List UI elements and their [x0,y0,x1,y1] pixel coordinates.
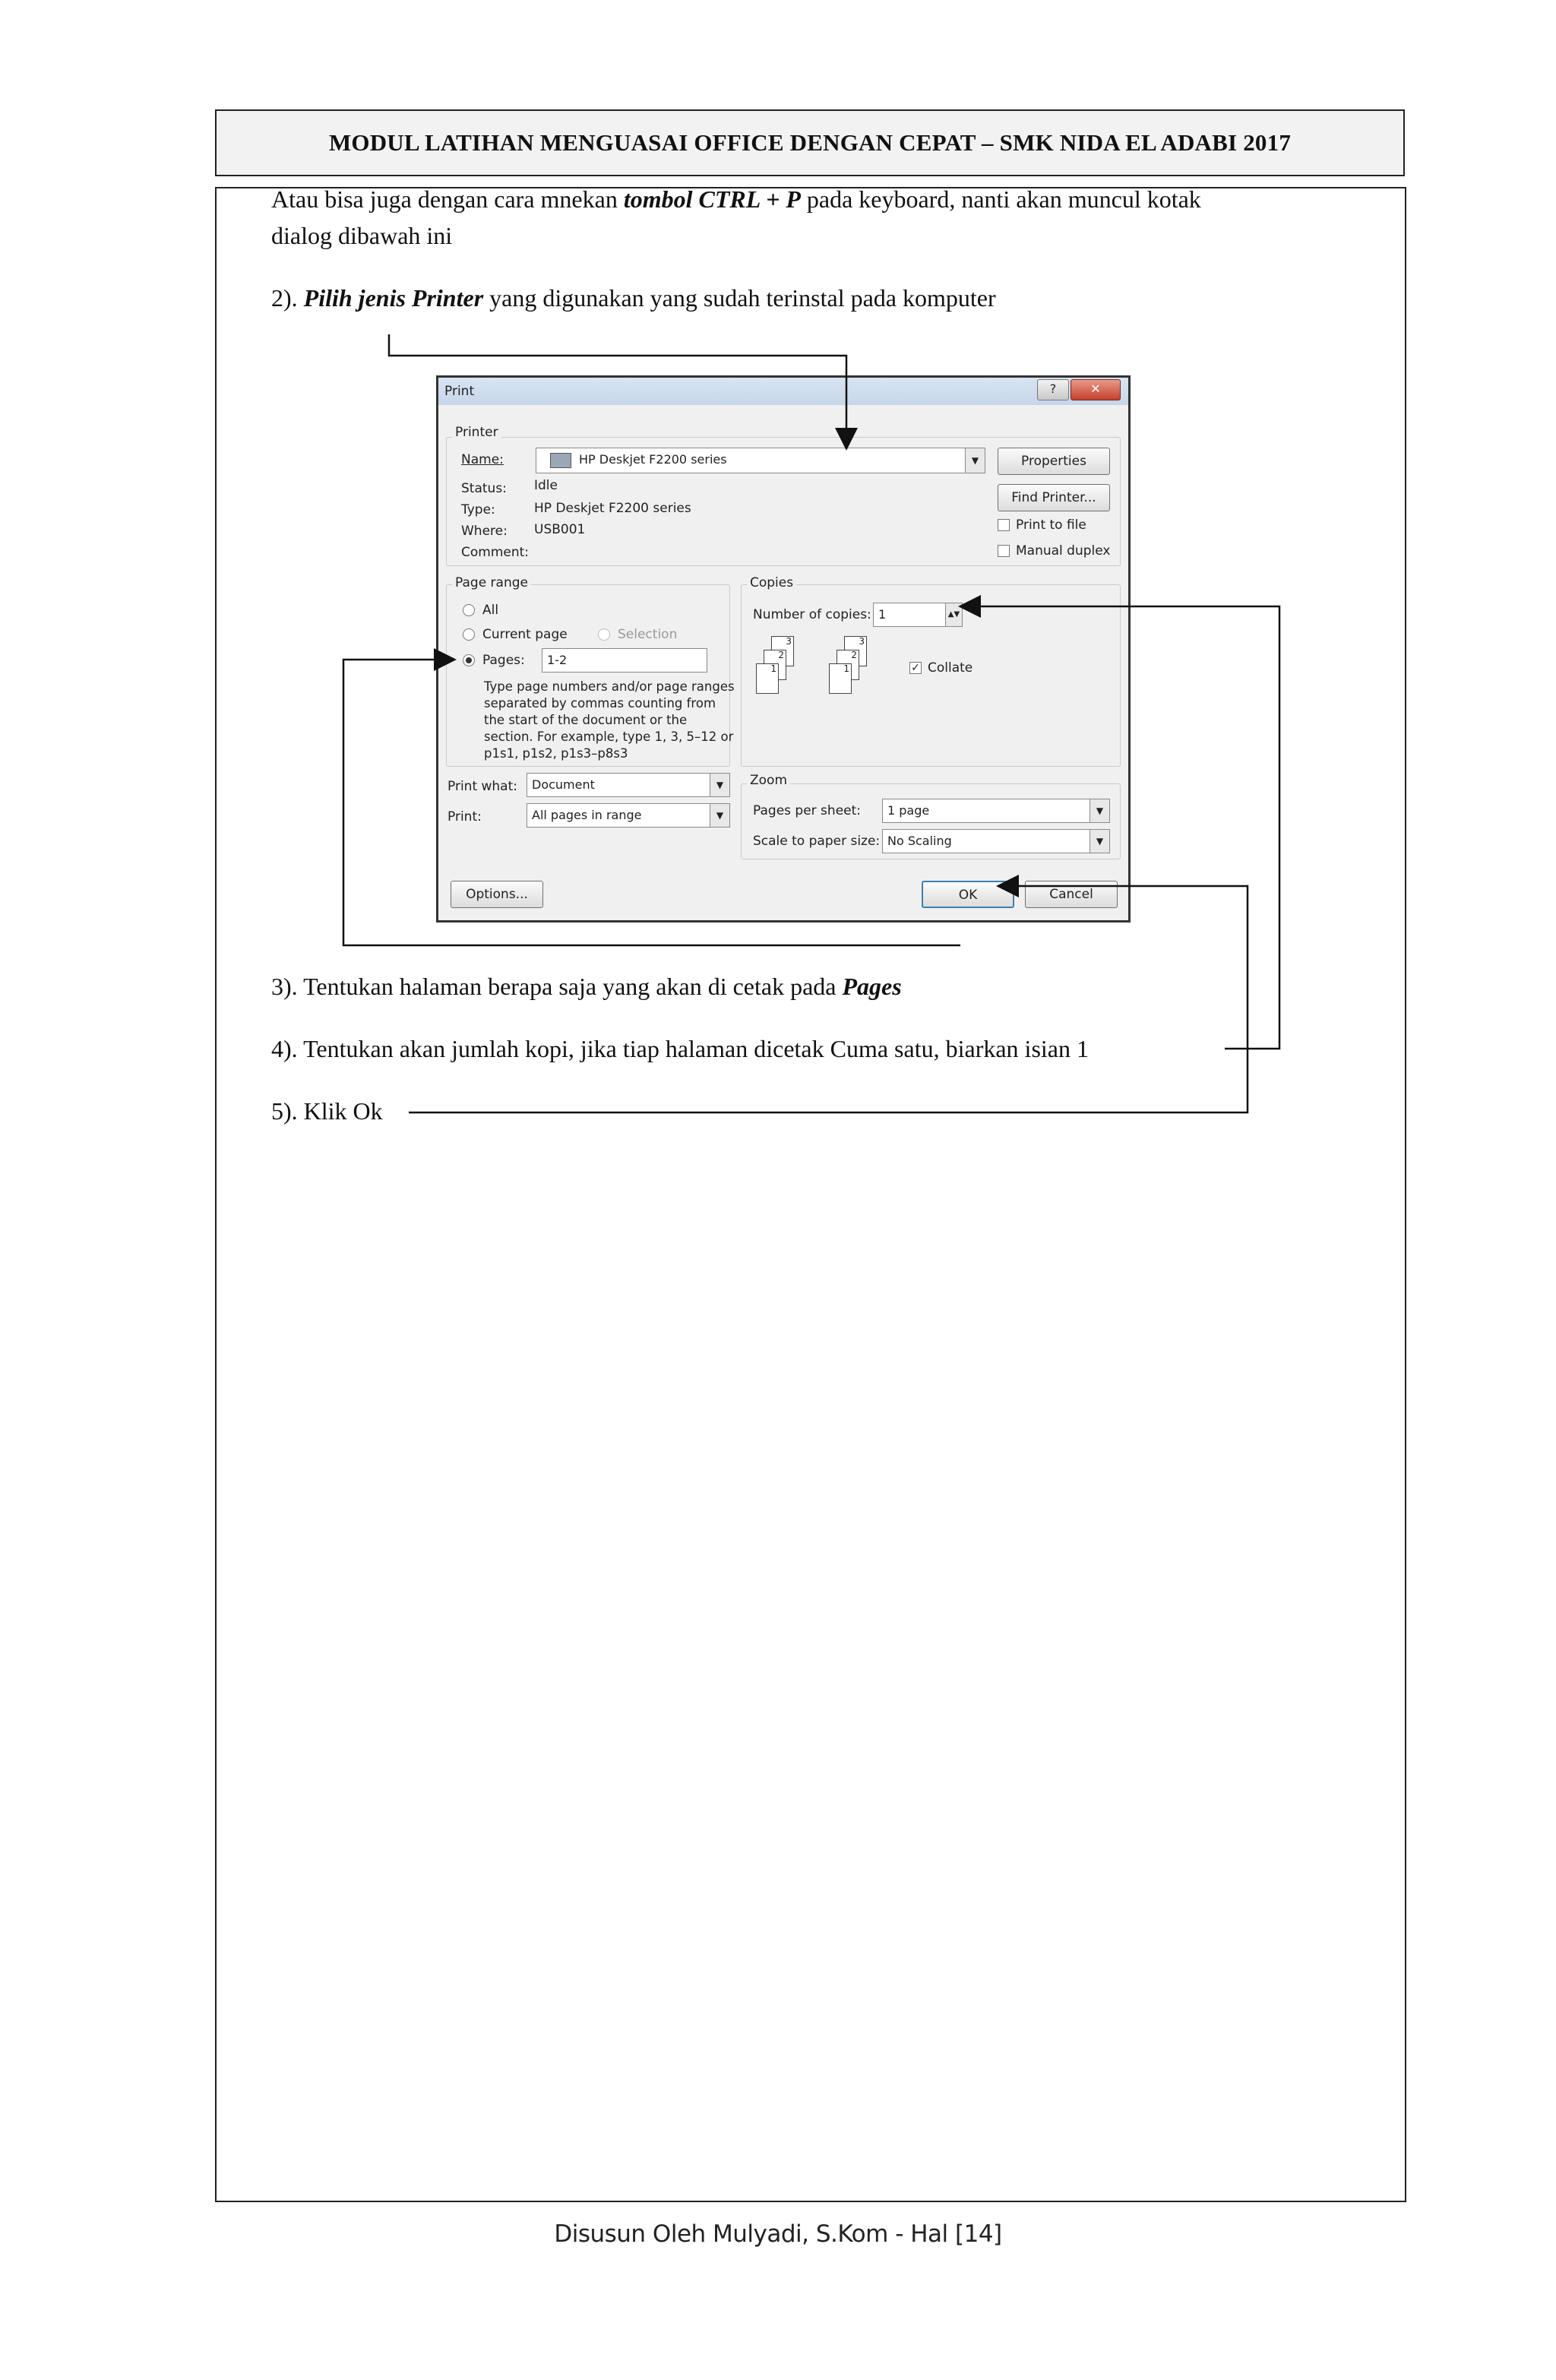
dialog-title: Print [444,384,475,399]
scale-value: No Scaling [887,834,952,848]
step-3-emphasis: Pages [842,973,902,1000]
step-2-text: yang digunakan yang sudah terinstal pada komputer [483,284,996,312]
status-value: Idle [534,478,558,493]
intro-text-after: pada keyboard, nanti akan muncul kotak [800,185,1201,213]
page-footer: Disusun Oleh Mulyadi, S.Kom - Hal [14] [554,2220,1002,2248]
status-label: Status: [461,481,507,496]
where-value: USB001 [534,522,586,537]
step-2-number: 2). [271,284,304,312]
callout-ok-arrow [409,886,1248,1112]
type-value: HP Deskjet F2200 series [534,501,691,516]
cancel-button[interactable]: Cancel [1025,881,1118,908]
spin-icon[interactable]: ▲▼ [945,603,962,626]
print-value: All pages in range [532,808,642,822]
collate-page-1: 1 [756,663,779,694]
collate-page-2b: 2 [837,650,859,680]
check-icon: ✓ [911,662,920,674]
printer-name-value: HP Deskjet F2200 series [579,452,727,467]
ok-button[interactable]: OK [922,881,1014,908]
radio-selection-label: Selection [618,627,678,642]
callout-printer-arrow [389,334,846,447]
comment-label: Comment: [461,545,530,560]
step-3-text: 3). Tentukan halaman berapa saja yang akan di cetak pada [271,973,843,1000]
chevron-down-icon: ▼ [1090,830,1109,853]
printer-group-label: Printer [452,425,501,440]
pps-label: Pages per sheet: [753,803,862,818]
chevron-down-icon: ▼ [710,774,729,796]
pages-input[interactable]: 1-2 [542,648,707,673]
pages-help-text: Type page numbers and/or page ranges separated by commas counting from the start of the document or the section. For example, type 1, 3, 5–12 or p1s1, p1s2, p1s3–p8s3 [484,679,735,761]
print-what-label: Print what: [448,779,517,794]
collate-page-2: 2 [764,650,786,680]
collate-page-1b: 1 [829,663,852,694]
close-icon: ✕ [1090,381,1101,396]
chevron-down-icon: ▼ [1090,799,1109,822]
name-label: Name: [461,452,504,467]
step-4: 4). Tentukan akan jumlah kopi, jika tiap halaman dicetak Cuma satu, biarkan isian 1 [271,1035,1089,1062]
manual-duplex-label: Manual duplex [1016,543,1111,559]
type-label: Type: [461,502,495,517]
intro-line2: dialog dibawah ini [271,222,453,249]
pps-value: 1 page [887,803,930,818]
print-what-value: Document [532,777,595,792]
chevron-down-icon: ▼ [965,448,985,473]
chevron-down-icon: ▼ [710,804,729,827]
collate-page-3: 3 [771,636,794,666]
copies-group-label: Copies [747,575,796,590]
header-title: MODUL LATIHAN MENGUASAI OFFICE DENGAN CEPAT – SMK NIDA EL ADABI 2017 [328,129,1292,156]
copies-label: Number of copies: [753,607,871,622]
intro-emphasis: tombol CTRL + P [623,185,801,213]
step-5: 5). Klik Ok [271,1097,383,1125]
collate-label: Collate [928,660,973,676]
intro-text: Atau bisa juga dengan cara mnekan [271,185,624,213]
page-range-label: Page range [452,575,531,590]
find-printer-button[interactable]: Find Printer... [998,484,1110,511]
print-to-file-label: Print to file [1016,517,1086,533]
question-icon: ? [1049,381,1057,396]
print-label: Print: [448,809,482,824]
callout-copies-arrow [962,606,1279,1049]
radio-all-label: All [482,603,499,618]
where-label: Where: [461,524,508,539]
radio-pages-label: Pages: [482,653,525,668]
options-button[interactable]: Options... [451,881,543,908]
properties-button[interactable]: Properties [998,448,1110,475]
zoom-group-label: Zoom [747,773,790,788]
copies-value: 1 [878,607,887,622]
collate-page-3b: 3 [844,636,867,666]
scale-label: Scale to paper size: [753,834,881,849]
radio-current-page-label: Current page [482,627,568,642]
callout-pages-arrow [343,660,960,945]
step-2-emphasis: Pilih jenis Printer [303,284,484,312]
